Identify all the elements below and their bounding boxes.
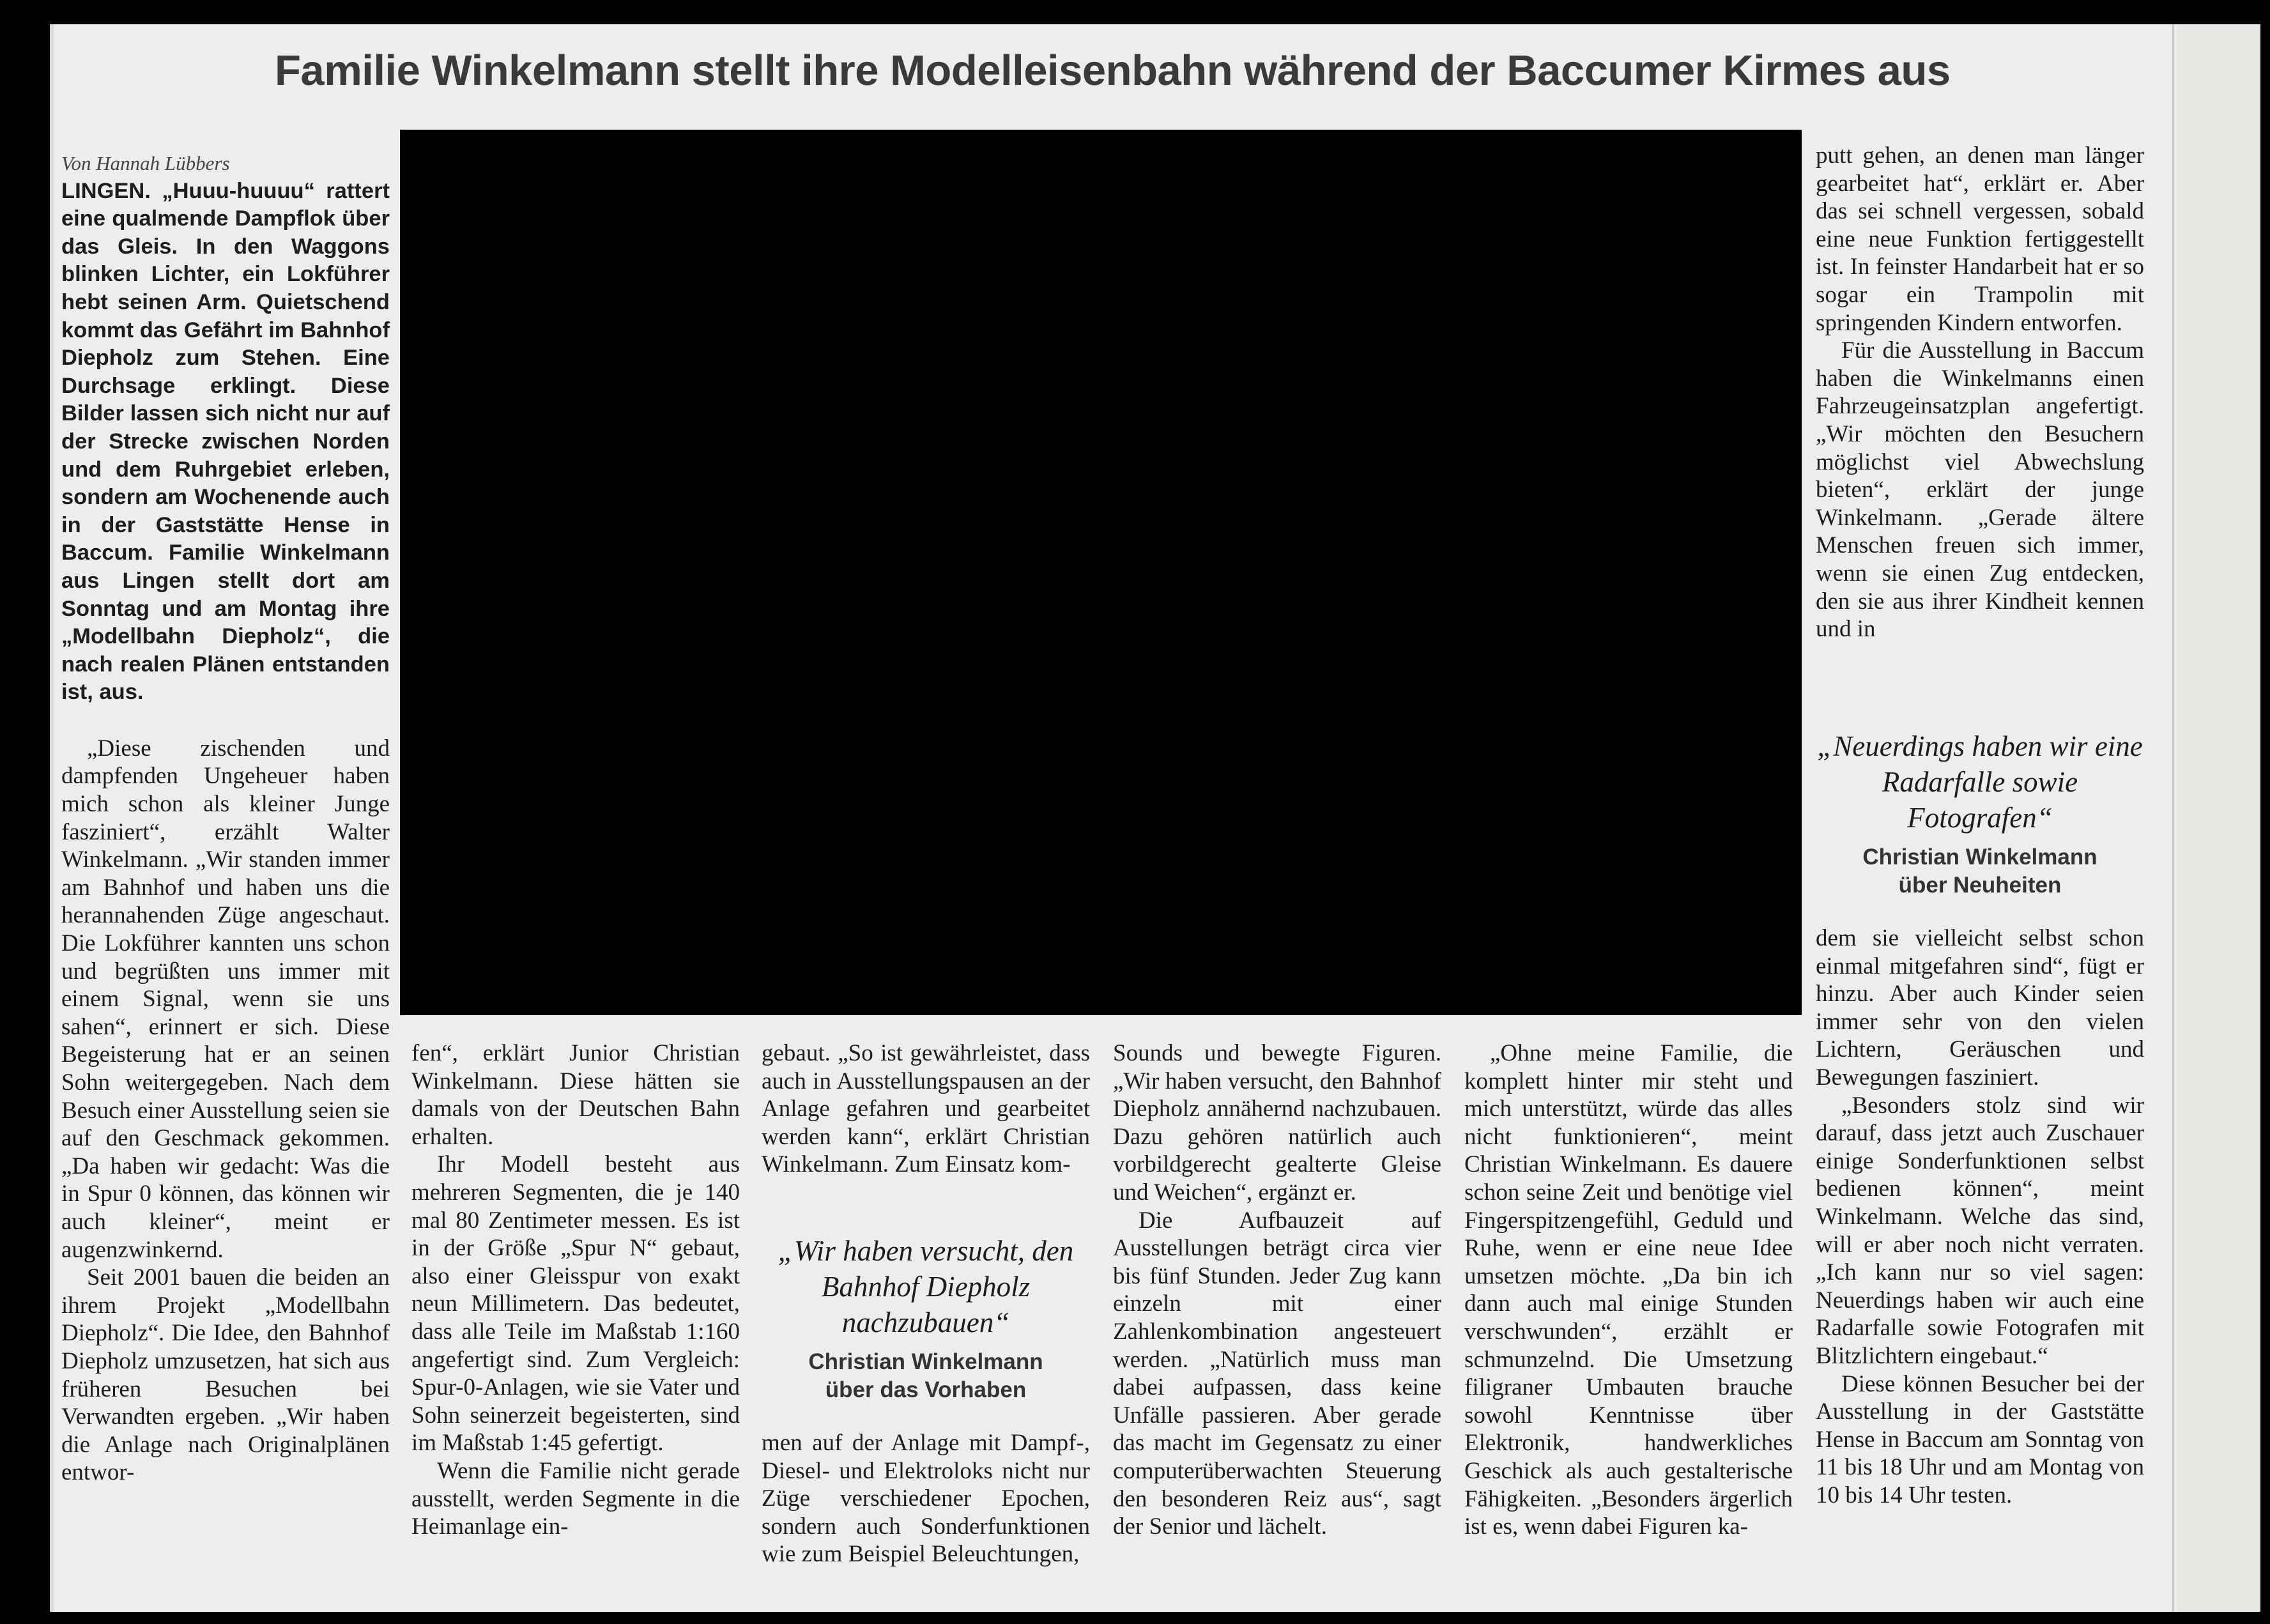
column-2 — [411, 1039, 740, 1541]
column-1 — [61, 149, 390, 1487]
pull-quote-source-desc: über Neuheiten — [1898, 873, 2062, 898]
byline: Von Hannah Lübbers — [61, 152, 230, 174]
body-paragraph: dem sie vielleicht selbst schon einmal mitgefahren sind“, fügt er hinzu. Aber auch Kinder seien immer sehr von den vielen Lichtern, Geräuschen und Bewegungen fasziniert. — [1816, 925, 2144, 1091]
body-paragraph: men auf der Anlage mit Dampf-, Diesel- und Elektroloks nicht nur Züge verschiedener Epochen, sondern auch Sonderfunktionen wie zum Beispiel Beleuchtungen, — [762, 1430, 1090, 1568]
body-paragraph: Die Aufbauzeit auf Ausstellungen beträgt circa vier bis fünf Stunden. Jeder Zug kann einzeln mit einer Zahlenkombination angesteuert werden. „Natürlich muss man dabei aufpassen, dass keine Unfälle passieren. Aber gerade das macht im Gegensatz zu einer computerüberwachten Steuerung den besonderen Reiz aus“, sagt der Senior und lächelt. — [1113, 1207, 1441, 1540]
pull-quote-2 — [1816, 728, 2144, 900]
body-paragraph: Ihr Modell besteht aus mehreren Segmenten, die je 140 mal 80 Zentimeter messen. Es ist in der Größe „Spur N“ gebaut, also einer Gleisspur von exakt neun Millimetern. Das bedeutet, dass alle Teile im Maßstab 1:160 angefertigt sind. Zum Vergleich: Spur-0-Anlagen, wie sie Vater und Sohn seinerzeit begeisterten, sind im Maßstab 1:45 gefertigt. — [411, 1151, 740, 1457]
body-paragraph: Seit 2001 bauen die beiden an ihrem Projekt „Modellbahn Diepholz“. Die Idee, den Bahnhof Diepholz umzusetzen, hat sich aus früheren Besuchen bei Verwandten ergeben. „Wir haben die Anlage nach Originalplänen entwor- — [61, 1264, 390, 1486]
body-paragraph: „Besonders stolz sind wir darauf, dass jetzt auch Zuschauer einige Sonderfunktionen selbst bedienen können“, meint Winkelmann. Welche das sind, will er aber noch nicht verraten. „Ich kann nur so viel sagen: Neuerdings haben wir auch eine Radarfalle sowie Fotografen mit Blitzlichtern eingebaut.“ — [1816, 1092, 2144, 1369]
column-5 — [1464, 1039, 1793, 1541]
pull-quote-source-name: Christian Winkelmann — [1862, 845, 2097, 869]
page-fold — [2172, 24, 2174, 1612]
body-paragraph: gebaut. „So ist gewährleistet, dass auch in Ausstellungspausen an der Anlage gefahren und gearbeitet werden kann“, erklärt Christian Winkelmann. Zum Einsatz kom- — [762, 1040, 1090, 1178]
body-paragraph: Für die Ausstellung in Baccum haben die Winkelmanns einen Fahrzeugeinsatzplan angefertigt. „Wir möchten den Besuchern möglichst viel Abwechslung bieten“, erklärt der junge Winkelmann. „Gerade ältere Menschen freuen sich immer, wenn sie einen Zug entdecken, den sie aus ihrer Kindheit kennen und in — [1816, 337, 2144, 643]
column-6-bottom — [1816, 924, 2144, 1509]
pull-quote-text: „Neuerdings haben wir eine Radarfalle sowie Fotografen“ — [1817, 730, 2143, 834]
column-3-bottom — [762, 1429, 1090, 1568]
article-photo-redacted — [400, 130, 1802, 1015]
article-headline: Familie Winkelmann stellt ihre Modelleisenbahn während der Baccumer Kirmes aus — [275, 47, 1951, 95]
body-paragraph: „Diese zischenden und dampfenden Ungeheuer haben mich schon als kleiner Junge fasziniert“, erzählt Walter Winkelmann. „Wir standen immer am Bahnhof und haben uns die herannahenden Züge angeschaut. Die Lokführer kannten uns schon und begrüßten uns immer mit einem Signal, wenn sie uns sahen“, erinnert er sich. Diese Begeisterung hat er an seinen Sohn weitergegeben. Nach dem Besuch einer Ausstellung seien sie auf den Geschmack gekommen. „Da haben wir gedacht: Was die in Spur 0 können, das können wir auch kleiner“, meint er augenzwinkernd. — [61, 735, 390, 1263]
body-paragraph: „Ohne meine Familie, die komplett hinter mir steht und mich unterstützt, würde das alles nicht funktionieren“, meint Christian Winkelmann. Es dauere schon seine Zeit und benötige viel Fingerspitzengefühl, Geduld und Ruhe, wenn er eine neue Idee umsetzen möchte. „Da bin ich dann auch mal einige Stunden verschwunden“, erzählt er schmunzelnd. Die Umsetzung filigraner Umbauten brauche sowohl Kenntnisse über Elektronik, handwerkliches Geschick als auch gestalterische Fähigkeiten. „Besonders ärgerlich ist es, wenn dabei Figuren ka- — [1464, 1040, 1793, 1540]
body-paragraph: putt gehen, an denen man länger gearbeitet hat“, erklärt er. Aber das sei schnell vergessen, sobald eine neue Funktion fertiggestellt ist. In feinster Handarbeit hat er so sogar ein Trampolin mit springenden Kindern entworfen. — [1816, 142, 2144, 336]
pull-quote-source-desc: über das Vorhaben — [825, 1377, 1027, 1402]
body-paragraph: Sounds und bewegte Figuren. „Wir haben versucht, den Bahnhof Diepholz annähernd nachzubauen. Dazu gehören natürlich auch vorbildgerecht gealterte Gleise und Weichen“, ergänzt er. — [1113, 1040, 1441, 1206]
column-4 — [1113, 1039, 1441, 1541]
pull-quote-text: „Wir haben versucht, den Bahnhof Diepholz nachzubauen“ — [778, 1235, 1074, 1338]
pull-quote-1 — [762, 1233, 1090, 1404]
column-6-top — [1816, 142, 2144, 643]
body-paragraph: fen“, erklärt Junior Christian Winkelmann. Diese hätten sie damals von der Deutschen Bahn erhalten. — [411, 1040, 740, 1150]
lead-paragraph: LINGEN. „Huuu-huuuu“ rattert eine qualmende Dampflok über das Gleis. In den Waggons blinken Lichter, ein Lokführer hebt seinen Arm. Quietschend kommt das Gefährt im Bahnhof Diepholz zum Stehen. Eine Durchsage erklingt. Diese Bilder lassen sich nicht nur auf der Strecke zwischen Norden und dem Ruhrgebiet erleben, sondern am Wochenende auch in der Gaststätte Hense in Baccum. Familie Winkelmann aus Lingen stellt dort am Sonntag und am Montag ihre „Modellbahn Diepholz“, die nach realen Plänen entstanden ist, aus. — [61, 178, 390, 705]
body-paragraph: Wenn die Familie nicht gerade ausstellt, werden Segmente in die Heimanlage ein- — [411, 1457, 740, 1540]
column-3-top — [762, 1039, 1090, 1179]
body-paragraph: Diese können Besucher bei der Ausstellung in der Gaststätte Hense in Baccum am Sonntag von 11 bis 18 Uhr und am Montag von 10 bis 14 Uhr testen. — [1816, 1370, 2144, 1508]
pull-quote-source-name: Christian Winkelmann — [808, 1349, 1043, 1374]
page-edge-shadow — [50, 24, 54, 1612]
adjacent-page-bleed — [2177, 24, 2260, 1612]
